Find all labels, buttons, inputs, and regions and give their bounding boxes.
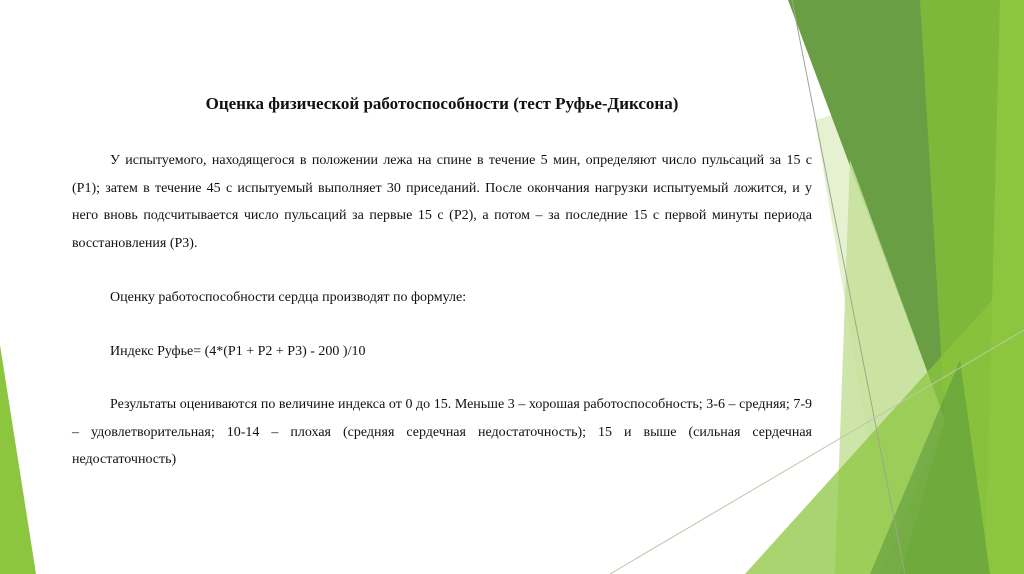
slide-title: Оценка физической работоспособности (тест Руфье-Диксона): [205, 94, 679, 113]
left-green-triangle: [0, 345, 36, 574]
paragraph-formula: Индекс Руфье= (4*(Р1 + Р2 + Р3) - 200 )/10: [110, 344, 366, 359]
paragraph-results: Результаты оцениваются по величине индекса от 0 до 15. Меньше 3 – хорошая работоспособность; 3-6 – средняя; 7-9 – удовлетворительная; 10-14 – плохая (средняя сердечная недостаточность); 15 и выше (сильная сердечная недостаточность): [72, 397, 812, 467]
paragraph-formula-intro: Оценку работоспособности сердца производят по формуле:: [110, 290, 467, 305]
slide-content: [72, 0, 820, 574]
paragraph-procedure: У испытуемого, находящегося в положении лежа на спине в течение 5 мин, определяют число пульсаций за 15 с (Р1); затем в течение 45 с испытуемый выполняет 30 приседаний. После окончания нагрузки испытуемый ложится, и у него вновь подсчитывается число пульсаций за первые 15 с (Р2), а потом – за последние 15 с первой минуты периода восстановления (Р3).: [72, 153, 812, 251]
